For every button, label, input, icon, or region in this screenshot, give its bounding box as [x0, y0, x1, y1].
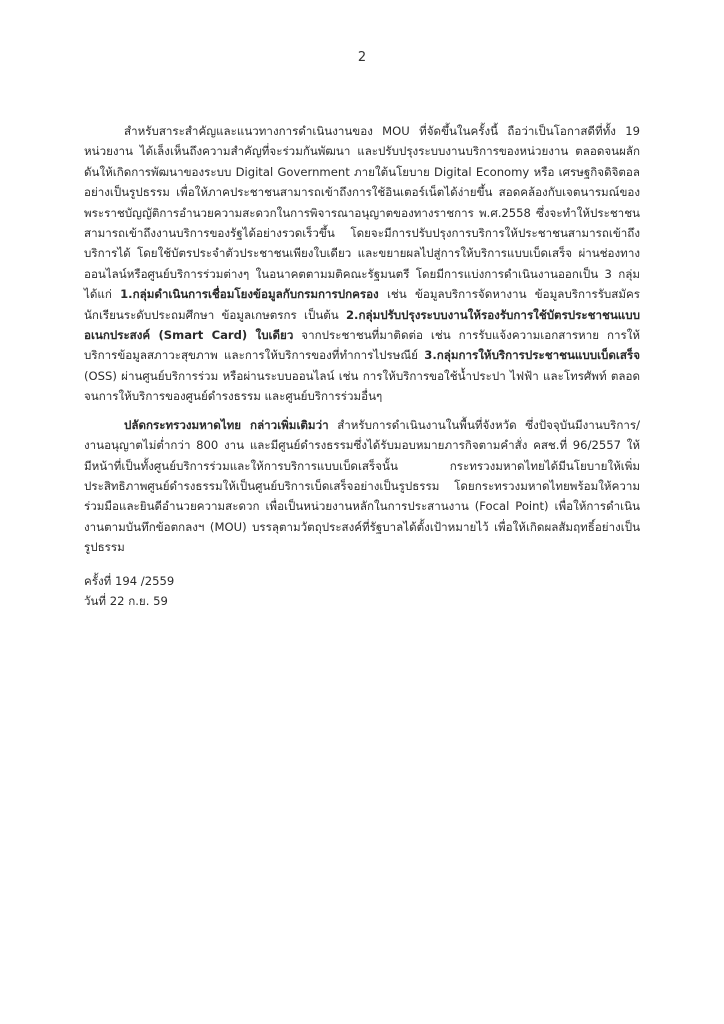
paragraph-text: จากประชาชนที่มาติดต่อ เช่น การรับแจ้งความเอกสารหาย การให้บริการข้อมูลสภาวะสุขภาพ และการให้บริการของที่ทำการไปรษณีย์ [84, 328, 641, 363]
paragraph-text: เช่น ข้อมูลบริการจัดหางาน ข้อมูลบริการรับสมัครนักเรียนระดับประถมศึกษา ข้อมูลเกษตรกร เป็นต้น [84, 287, 640, 322]
group-2-heading: 2.กลุ่มปรับปรุงระบบงานให้รองรับการใช้บัตรประชาชนแบบอเนกประสงค์ (Smart Card) ใบเดียว [84, 307, 640, 343]
paragraph-text: สำหรับการดำเนินงานในพื้นที่จังหวัด ซึ่งปัจจุบันมีงานบริการ/งานอนุญาตไม่ต่ำกว่า 800 งาน และมีศูนย์ดำรงธรรมซึ่งได้รับมอบหมายภารกิจตามคำสั่ง คสช.ที่ 96/2557 ให้มีหน้าที่เป็นทั้งศูนย์บริการร่วมและให้การบริการแบบเบ็ดเสร็จนั้น กระทรวงมหาดไทยได้มีนโยบายให้เพิ่มประสิทธิภาพศูนย์ดำรงธรรมให้เป็นศูนย์บริการเบ็ดเสร็จอย่างเป็นรูปธรรม โดยกระทรวงมหาดไทยพร้อมให้ความร่วมมือและยินดีอำนวยความสะดวก เพื่อเป็นหน่วยงานหลักในการประสานงาน (Focal Point) เพื่อให้การดำเนินงานตามบันทึกข้อตกลงฯ (MOU) บรรลุตามวัตถุประสงค์ที่รัฐบาลได้ตั้งเป้าหมายไว้ เพื่อให้เกิดผลสัมฤทธิ์อย่างเป็นรูปธรรม [84, 417, 640, 555]
paragraph-mou-summary [84, 121, 640, 407]
speaker-lead: ปลัดกระทรวงมหาดไทย กล่าวเพิ่มเติมว่า [124, 417, 329, 432]
paragraph-permanent-secretary [84, 415, 640, 558]
issue-info [84, 571, 174, 612]
press-release-body [84, 121, 640, 558]
group-3-heading: 3.กลุ่มการให้บริการประชาชนแบบเบ็ดเสร็จ [424, 348, 640, 363]
issue-number: ครั้งที่ 194 /2559 [84, 574, 175, 588]
group-1-heading: 1.กลุ่มดำเนินการเชื่อมโยงข้อมูลกับกรมการปกครอง [120, 287, 379, 302]
paragraph-text: (OSS) ผ่านศูนย์บริการร่วม หรือผ่านระบบออนไลน์ เช่น การให้บริการขอใช้น้ำประปา ไฟฟ้า และโทรศัพท์ ตลอดจนการให้บริการของศูนย์ดำรงธรรม และศูนย์บริการร่วมอื่นๆ [84, 368, 640, 404]
issue-date: วันที่ 22 ก.ย. 59 [84, 594, 168, 609]
paragraph-text: สำหรับสาระสำคัญและแนวทางการดำเนินงานของ MOU ที่จัดขึ้นในครั้งนี้ ถือว่าเป็นโอกาสดีที่ทั้ง 19 หน่วยงาน ได้เล็งเห็นถึงความสำคัญที่จะร่วมกันพัฒนา และปรับปรุงระบบงานบริการของหน่วยงาน ตลอดจนผลักดันให้เกิดการพัฒนาของระบบ Digital Government ภายใต้นโยบาย Digital Economy หรือ เศรษฐกิจดิจิตอลอย่างเป็นรูปธรรม เพื่อให้ภาคประชาชนสามารถเข้าถึงการใช้อินเตอร์เน็ตได้ง่ายขึ้น สอดคล้องกับเจตนารมณ์ของพระราชบัญญัติการอำนวยความสะดวกในการพิจารณาอนุญาตของทางราชการ พ.ศ.2558 ซึ่งจะทำให้ประชาชนสามารถเข้าถึงงานบริการของรัฐได้อย่างรวดเร็วขึ้น โดยจะมีการปรับปรุงการบริการให้ประชาชนสามารถเข้าถึงบริการได้ โดยใช้บัตรประจำตัวประชาชนเพียงใบเดียว และขยายผลไปสู่การให้บริการแบบเบ็ดเสร็จ ผ่านช่องทางออนไลน์หรือศูนย์บริการร่วมต่างๆ ในอนาคตตามมติคณะรัฐมนตรี โดยมีการแบ่งการดำเนินงานออกเป็น 3 กลุ่ม ได้แก่ [84, 124, 640, 302]
page-number: 2 [357, 50, 367, 65]
